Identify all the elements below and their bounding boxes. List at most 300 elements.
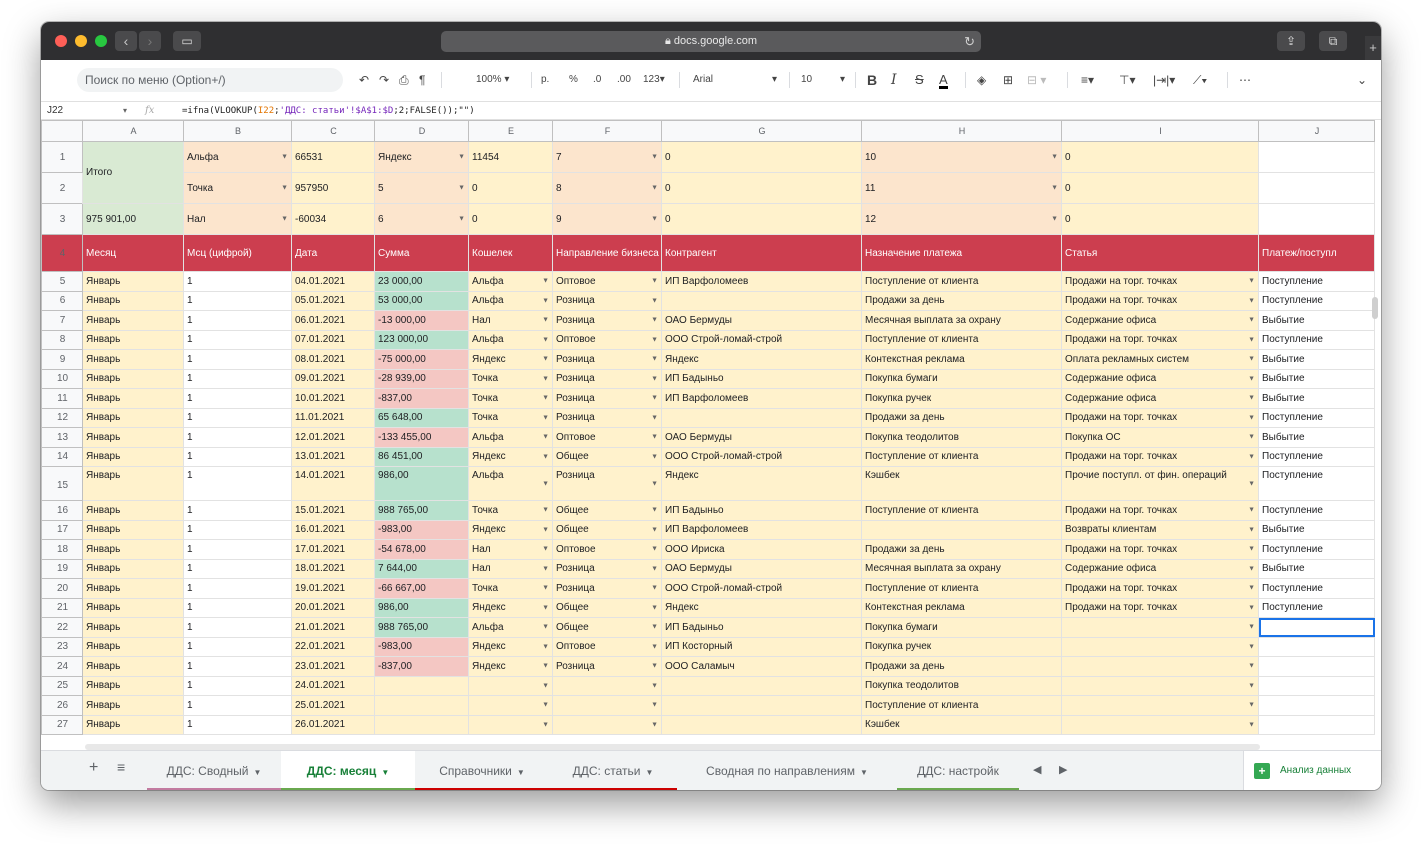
payment-type-cell[interactable]: [1259, 428, 1375, 448]
article-cell[interactable]: [1062, 272, 1259, 292]
direction-cell[interactable]: [553, 696, 662, 716]
summary-wallet-cell[interactable]: Точка ▼: [184, 173, 292, 204]
article-cell[interactable]: [1062, 618, 1259, 638]
dropdown-arrow-icon[interactable]: ▼: [1051, 184, 1058, 192]
payment-type-cell[interactable]: [1259, 540, 1375, 560]
amount-cell[interactable]: [375, 540, 469, 560]
column-header[interactable]: J: [1259, 121, 1375, 142]
counterparty-cell[interactable]: [662, 350, 862, 370]
dropdown-arrow-icon[interactable]: ▼: [1248, 355, 1255, 363]
summary-sum-cell[interactable]: 957950: [292, 173, 375, 204]
date-cell[interactable]: [292, 408, 375, 428]
dropdown-arrow-icon[interactable]: ▼: [542, 433, 549, 441]
dropdown-arrow-icon[interactable]: ▼: [651, 414, 658, 422]
share-icon[interactable]: ⇪: [1277, 31, 1305, 51]
wallet-cell[interactable]: [469, 657, 553, 677]
wallet-cell[interactable]: [469, 272, 553, 292]
counterparty-cell[interactable]: [662, 428, 862, 448]
dropdown-arrow-icon[interactable]: ▼: [542, 414, 549, 422]
month-number-cell[interactable]: [184, 467, 292, 501]
purpose-cell[interactable]: [862, 291, 1062, 311]
header-article[interactable]: Статья: [1062, 235, 1259, 272]
wallet-cell[interactable]: [469, 311, 553, 331]
article-cell[interactable]: [1062, 540, 1259, 560]
month-number-cell[interactable]: [184, 272, 292, 292]
summary-sum-cell[interactable]: 11454: [469, 142, 553, 173]
dropdown-arrow-icon[interactable]: ▼: [542, 375, 549, 383]
text-wrap-icon[interactable]: |⇥|▾: [1153, 73, 1176, 87]
row-number[interactable]: 5: [42, 272, 83, 292]
summary-wallet-cell[interactable]: Нал ▼: [184, 204, 292, 235]
row-number[interactable]: 12: [42, 408, 83, 428]
dropdown-arrow-icon[interactable]: ▼: [651, 721, 658, 729]
month-cell[interactable]: [83, 408, 184, 428]
percent-format-button[interactable]: %: [569, 74, 578, 85]
direction-cell[interactable]: [553, 501, 662, 521]
month-cell[interactable]: [83, 598, 184, 618]
payment-type-cell[interactable]: [1259, 311, 1375, 331]
counterparty-cell[interactable]: [662, 501, 862, 521]
wallet-cell[interactable]: [469, 715, 553, 735]
month-number-cell[interactable]: [184, 330, 292, 350]
header-date[interactable]: Дата: [292, 235, 375, 272]
direction-cell[interactable]: [553, 598, 662, 618]
wallet-cell[interactable]: [469, 520, 553, 540]
summary-sum-cell[interactable]: 66531: [292, 142, 375, 173]
dropdown-arrow-icon[interactable]: ▼: [1248, 433, 1255, 441]
dropdown-arrow-icon[interactable]: ▼: [651, 394, 658, 402]
more-tools-icon[interactable]: ⋯: [1239, 73, 1251, 87]
borders-icon[interactable]: ⊞: [1003, 73, 1014, 87]
row-number[interactable]: 13: [42, 428, 83, 448]
summary-sum-cell[interactable]: 0: [1062, 142, 1259, 173]
row-number[interactable]: 8: [42, 330, 83, 350]
row-number[interactable]: 14: [42, 447, 83, 467]
summary-sum-cell[interactable]: 0: [469, 204, 553, 235]
counterparty-cell[interactable]: [662, 598, 862, 618]
month-number-cell[interactable]: [184, 559, 292, 579]
payment-type-cell[interactable]: [1259, 637, 1375, 657]
vertical-scrollbar[interactable]: [1372, 297, 1378, 319]
month-number-cell[interactable]: [184, 676, 292, 696]
month-cell[interactable]: [83, 657, 184, 677]
date-cell[interactable]: [292, 428, 375, 448]
direction-cell[interactable]: [553, 291, 662, 311]
column-header[interactable]: E: [469, 121, 553, 142]
summary-index-cell[interactable]: 10 ▼: [862, 142, 1062, 173]
close-window-button[interactable]: [55, 35, 67, 47]
dropdown-arrow-icon[interactable]: ▼: [1248, 701, 1255, 709]
summary-index-cell[interactable]: 5 ▼: [375, 173, 469, 204]
print-icon[interactable]: ⎙: [399, 73, 409, 87]
row-number[interactable]: 21: [42, 598, 83, 618]
month-number-cell[interactable]: [184, 389, 292, 409]
direction-cell[interactable]: [553, 676, 662, 696]
direction-cell[interactable]: [553, 467, 662, 501]
explore-button[interactable]: + Анализ данных: [1243, 751, 1381, 790]
article-cell[interactable]: [1062, 350, 1259, 370]
article-cell[interactable]: [1062, 559, 1259, 579]
more-formats-select[interactable]: 123▾: [643, 74, 665, 85]
dropdown-arrow-icon[interactable]: ▼: [542, 316, 549, 324]
purpose-cell[interactable]: [862, 389, 1062, 409]
horizontal-align-icon[interactable]: ≡▾: [1081, 73, 1095, 87]
payment-type-cell[interactable]: [1259, 598, 1375, 618]
article-cell[interactable]: [1062, 676, 1259, 696]
counterparty-cell[interactable]: [662, 389, 862, 409]
month-number-cell[interactable]: [184, 540, 292, 560]
dropdown-arrow-icon[interactable]: ▼: [542, 336, 549, 344]
month-cell[interactable]: [83, 559, 184, 579]
dropdown-arrow-icon[interactable]: ▼: [542, 662, 549, 670]
row-number[interactable]: 1: [42, 142, 83, 173]
header-counterparty[interactable]: Контрагент: [662, 235, 862, 272]
article-cell[interactable]: [1062, 291, 1259, 311]
summary-sum-cell[interactable]: 0: [1062, 173, 1259, 204]
purpose-cell[interactable]: [862, 311, 1062, 331]
grand-total-cell[interactable]: 975 901,00: [83, 204, 184, 235]
date-cell[interactable]: [292, 598, 375, 618]
date-cell[interactable]: [292, 579, 375, 599]
name-box[interactable]: J22 ▾: [47, 105, 128, 116]
month-number-cell[interactable]: [184, 501, 292, 521]
dropdown-arrow-icon[interactable]: ▼: [542, 394, 549, 402]
vertical-align-icon[interactable]: ⊤▾: [1119, 73, 1136, 87]
dropdown-arrow-icon[interactable]: ▼: [542, 545, 549, 553]
collapse-toolbar-icon[interactable]: ⌄: [1357, 73, 1368, 87]
dropdown-arrow-icon[interactable]: ▼: [1248, 623, 1255, 631]
wallet-cell[interactable]: [469, 291, 553, 311]
article-cell[interactable]: [1062, 428, 1259, 448]
sheet-tab[interactable]: ДДС: статьи ▼: [549, 751, 677, 790]
row-number[interactable]: 15: [42, 467, 83, 501]
wallet-cell[interactable]: [469, 467, 553, 501]
date-cell[interactable]: [292, 618, 375, 638]
wallet-cell[interactable]: [469, 540, 553, 560]
wallet-cell[interactable]: [469, 598, 553, 618]
dropdown-arrow-icon[interactable]: ▼: [542, 623, 549, 631]
amount-cell[interactable]: [375, 501, 469, 521]
payment-type-cell[interactable]: [1259, 369, 1375, 389]
dropdown-arrow-icon[interactable]: ▼: [1248, 662, 1255, 670]
article-cell[interactable]: [1062, 501, 1259, 521]
dropdown-arrow-icon[interactable]: ▼: [651, 643, 658, 651]
currency-format-button[interactable]: р.: [541, 74, 550, 85]
month-cell[interactable]: [83, 311, 184, 331]
dropdown-arrow-icon[interactable]: ▼: [651, 584, 658, 592]
summary-index-cell[interactable]: 6 ▼: [375, 204, 469, 235]
month-cell[interactable]: [83, 350, 184, 370]
row-number[interactable]: 4: [42, 235, 83, 272]
amount-cell[interactable]: [375, 272, 469, 292]
dropdown-arrow-icon[interactable]: ▼: [1051, 215, 1058, 223]
wallet-cell[interactable]: [469, 559, 553, 579]
amount-cell[interactable]: [375, 369, 469, 389]
purpose-cell[interactable]: [862, 559, 1062, 579]
date-cell[interactable]: [292, 559, 375, 579]
month-cell[interactable]: [83, 389, 184, 409]
row-number[interactable]: 25: [42, 676, 83, 696]
dropdown-arrow-icon[interactable]: ▼: [1248, 526, 1255, 534]
increase-decimal-button[interactable]: .00: [617, 74, 631, 85]
amount-cell[interactable]: [375, 676, 469, 696]
font-size-select[interactable]: 10 ▾: [801, 74, 845, 85]
text-color-button[interactable]: A: [939, 72, 948, 87]
dropdown-arrow-icon[interactable]: ▼: [651, 355, 658, 363]
date-cell[interactable]: [292, 350, 375, 370]
article-cell[interactable]: [1062, 520, 1259, 540]
direction-cell[interactable]: [553, 408, 662, 428]
month-cell[interactable]: [83, 291, 184, 311]
dropdown-arrow-icon[interactable]: ▼: [542, 721, 549, 729]
direction-cell[interactable]: [553, 369, 662, 389]
zoom-window-button[interactable]: [95, 35, 107, 47]
counterparty-cell[interactable]: [662, 291, 862, 311]
article-cell[interactable]: [1062, 696, 1259, 716]
date-cell[interactable]: [292, 311, 375, 331]
counterparty-cell[interactable]: [662, 311, 862, 331]
select-all-corner[interactable]: [42, 121, 83, 142]
date-cell[interactable]: [292, 520, 375, 540]
header-payment-type[interactable]: Платеж/поступл: [1259, 235, 1375, 272]
row-number[interactable]: 18: [42, 540, 83, 560]
summary-sum-cell[interactable]: 0: [1062, 204, 1259, 235]
back-arrow-icon[interactable]: ‹: [115, 31, 137, 51]
wallet-cell[interactable]: [469, 676, 553, 696]
direction-cell[interactable]: [553, 447, 662, 467]
dropdown-arrow-icon[interactable]: ▼: [651, 565, 658, 573]
month-cell[interactable]: [83, 369, 184, 389]
dropdown-arrow-icon[interactable]: ▼: [1248, 336, 1255, 344]
dropdown-arrow-icon[interactable]: ▼: [542, 297, 549, 305]
purpose-cell[interactable]: [862, 657, 1062, 677]
direction-cell[interactable]: [553, 428, 662, 448]
dropdown-arrow-icon[interactable]: ▼: [651, 453, 658, 461]
dropdown-arrow-icon[interactable]: ▼: [281, 184, 288, 192]
row-number[interactable]: 24: [42, 657, 83, 677]
redo-icon[interactable]: ↷: [379, 73, 390, 87]
cell[interactable]: [1259, 142, 1375, 173]
dropdown-arrow-icon[interactable]: ▼: [458, 153, 465, 161]
minimize-window-button[interactable]: [75, 35, 87, 47]
amount-cell[interactable]: [375, 520, 469, 540]
dropdown-arrow-icon[interactable]: ▼: [542, 682, 549, 690]
dropdown-arrow-icon[interactable]: ▼: [651, 682, 658, 690]
direction-cell[interactable]: [553, 715, 662, 735]
month-cell[interactable]: [83, 501, 184, 521]
payment-type-cell[interactable]: [1259, 676, 1375, 696]
tabs-overview-icon[interactable]: ⧉: [1319, 31, 1347, 51]
dropdown-arrow-icon[interactable]: ▼: [651, 297, 658, 305]
month-cell[interactable]: [83, 272, 184, 292]
column-header[interactable]: D: [375, 121, 469, 142]
row-number[interactable]: 19: [42, 559, 83, 579]
month-cell[interactable]: [83, 579, 184, 599]
month-number-cell[interactable]: [184, 696, 292, 716]
text-rotation-icon[interactable]: ⟋▾: [1193, 73, 1208, 87]
month-number-cell[interactable]: [184, 408, 292, 428]
dropdown-arrow-icon[interactable]: ▼: [1248, 375, 1255, 383]
dropdown-arrow-icon[interactable]: ▼: [1248, 682, 1255, 690]
counterparty-cell[interactable]: [662, 467, 862, 501]
sheet-tab[interactable]: Справочники ▼: [415, 751, 549, 790]
counterparty-cell[interactable]: [662, 657, 862, 677]
purpose-cell[interactable]: [862, 715, 1062, 735]
purpose-cell[interactable]: [862, 579, 1062, 599]
amount-cell[interactable]: [375, 559, 469, 579]
purpose-cell[interactable]: [862, 540, 1062, 560]
row-number[interactable]: 3: [42, 204, 83, 235]
month-number-cell[interactable]: [184, 311, 292, 331]
summary-sum-cell[interactable]: 0: [469, 173, 553, 204]
row-number[interactable]: 20: [42, 579, 83, 599]
article-cell[interactable]: [1062, 369, 1259, 389]
dropdown-arrow-icon[interactable]: ▼: [651, 184, 658, 192]
wallet-cell[interactable]: [469, 428, 553, 448]
dropdown-arrow-icon[interactable]: ▼: [651, 433, 658, 441]
row-number[interactable]: 11: [42, 389, 83, 409]
article-cell[interactable]: [1062, 579, 1259, 599]
counterparty-cell[interactable]: [662, 676, 862, 696]
date-cell[interactable]: [292, 715, 375, 735]
dropdown-arrow-icon[interactable]: ▼: [1248, 506, 1255, 514]
add-sheet-icon[interactable]: +: [89, 759, 99, 776]
wallet-cell[interactable]: [469, 447, 553, 467]
purpose-cell[interactable]: [862, 696, 1062, 716]
purpose-cell[interactable]: [862, 467, 1062, 501]
article-cell[interactable]: [1062, 408, 1259, 428]
column-header[interactable]: H: [862, 121, 1062, 142]
month-number-cell[interactable]: [184, 369, 292, 389]
month-cell[interactable]: [83, 520, 184, 540]
decrease-decimal-button[interactable]: .0: [593, 74, 602, 85]
header-amount[interactable]: Сумма: [375, 235, 469, 272]
counterparty-cell[interactable]: [662, 447, 862, 467]
row-number[interactable]: 26: [42, 696, 83, 716]
row-number[interactable]: 6: [42, 291, 83, 311]
date-cell[interactable]: [292, 447, 375, 467]
purpose-cell[interactable]: [862, 501, 1062, 521]
font-select[interactable]: Arial ▾: [693, 74, 777, 85]
purpose-cell[interactable]: [862, 272, 1062, 292]
payment-type-cell[interactable]: [1259, 657, 1375, 677]
column-header[interactable]: C: [292, 121, 375, 142]
dropdown-arrow-icon[interactable]: ▼: [1248, 721, 1255, 729]
dropdown-arrow-icon[interactable]: ▼: [458, 184, 465, 192]
month-cell[interactable]: [83, 447, 184, 467]
date-cell[interactable]: [292, 676, 375, 696]
counterparty-cell[interactable]: [662, 696, 862, 716]
purpose-cell[interactable]: [862, 618, 1062, 638]
payment-type-cell[interactable]: [1259, 408, 1375, 428]
dropdown-arrow-icon[interactable]: ▼: [458, 215, 465, 223]
direction-cell[interactable]: [553, 657, 662, 677]
row-number[interactable]: 23: [42, 637, 83, 657]
dropdown-arrow-icon[interactable]: ▼: [1248, 565, 1255, 573]
purpose-cell[interactable]: [862, 330, 1062, 350]
purpose-cell[interactable]: [862, 428, 1062, 448]
direction-cell[interactable]: [553, 559, 662, 579]
purpose-cell[interactable]: [862, 676, 1062, 696]
strikethrough-button[interactable]: S: [915, 72, 924, 87]
sheet-tab[interactable]: Сводная по направлениям ▼: [677, 751, 897, 790]
dropdown-arrow-icon[interactable]: ▼: [651, 277, 658, 285]
dropdown-arrow-icon[interactable]: ▼: [542, 701, 549, 709]
dropdown-arrow-icon[interactable]: ▼: [542, 584, 549, 592]
dropdown-arrow-icon[interactable]: ▼: [1248, 277, 1255, 285]
dropdown-arrow-icon[interactable]: ▼: [651, 545, 658, 553]
cell[interactable]: [1259, 173, 1375, 204]
month-cell[interactable]: [83, 428, 184, 448]
month-number-cell[interactable]: [184, 350, 292, 370]
amount-cell[interactable]: [375, 389, 469, 409]
amount-cell[interactable]: [375, 696, 469, 716]
dropdown-arrow-icon[interactable]: ▼: [1248, 316, 1255, 324]
month-cell[interactable]: [83, 715, 184, 735]
sidebar-toggle-icon[interactable]: ▭: [173, 31, 201, 51]
purpose-cell[interactable]: [862, 369, 1062, 389]
column-header[interactable]: A: [83, 121, 184, 142]
month-number-cell[interactable]: [184, 520, 292, 540]
summary-sum-cell[interactable]: 0: [662, 204, 862, 235]
row-number[interactable]: 22: [42, 618, 83, 638]
summary-index-cell[interactable]: 11 ▼: [862, 173, 1062, 204]
amount-cell[interactable]: [375, 598, 469, 618]
summary-index-cell[interactable]: 9 ▼: [553, 204, 662, 235]
dropdown-arrow-icon[interactable]: ▼: [542, 453, 549, 461]
date-cell[interactable]: [292, 389, 375, 409]
dropdown-arrow-icon[interactable]: ▼: [651, 316, 658, 324]
cell[interactable]: [1259, 204, 1375, 235]
date-cell[interactable]: [292, 291, 375, 311]
article-cell[interactable]: [1062, 637, 1259, 657]
dropdown-arrow-icon[interactable]: ▼: [1248, 297, 1255, 305]
summary-sum-cell[interactable]: 0: [662, 173, 862, 204]
dropdown-arrow-icon[interactable]: ▼: [651, 153, 658, 161]
forward-arrow-icon[interactable]: ›: [139, 31, 161, 51]
amount-cell[interactable]: [375, 618, 469, 638]
counterparty-cell[interactable]: [662, 540, 862, 560]
formula-input[interactable]: =ifna(VLOOKUP(I22;'ДДС: статьи'!$A$1:$D;2;FALSE());""): [182, 106, 475, 116]
month-cell[interactable]: [83, 618, 184, 638]
amount-cell[interactable]: [375, 291, 469, 311]
amount-cell[interactable]: [375, 579, 469, 599]
payment-type-cell[interactable]: [1259, 520, 1375, 540]
sheet-tab[interactable]: ДДС: настройк: [897, 751, 1019, 790]
summary-wallet-cell[interactable]: Альфа ▼: [184, 142, 292, 173]
payment-type-cell[interactable]: [1259, 447, 1375, 467]
payment-type-cell[interactable]: [1259, 389, 1375, 409]
dropdown-arrow-icon[interactable]: ▼: [542, 604, 549, 612]
article-cell[interactable]: [1062, 311, 1259, 331]
column-header[interactable]: I: [1062, 121, 1259, 142]
purpose-cell[interactable]: [862, 408, 1062, 428]
dropdown-arrow-icon[interactable]: ▼: [651, 336, 658, 344]
amount-cell[interactable]: [375, 311, 469, 331]
purpose-cell[interactable]: [862, 447, 1062, 467]
amount-cell[interactable]: [375, 657, 469, 677]
month-number-cell[interactable]: [184, 579, 292, 599]
direction-cell[interactable]: [553, 540, 662, 560]
column-header[interactable]: G: [662, 121, 862, 142]
counterparty-cell[interactable]: [662, 559, 862, 579]
month-number-cell[interactable]: [184, 428, 292, 448]
article-cell[interactable]: [1062, 598, 1259, 618]
row-number[interactable]: 10: [42, 369, 83, 389]
counterparty-cell[interactable]: [662, 618, 862, 638]
header-month-number[interactable]: Мсц (цифрой): [184, 235, 292, 272]
wallet-cell[interactable]: [469, 501, 553, 521]
